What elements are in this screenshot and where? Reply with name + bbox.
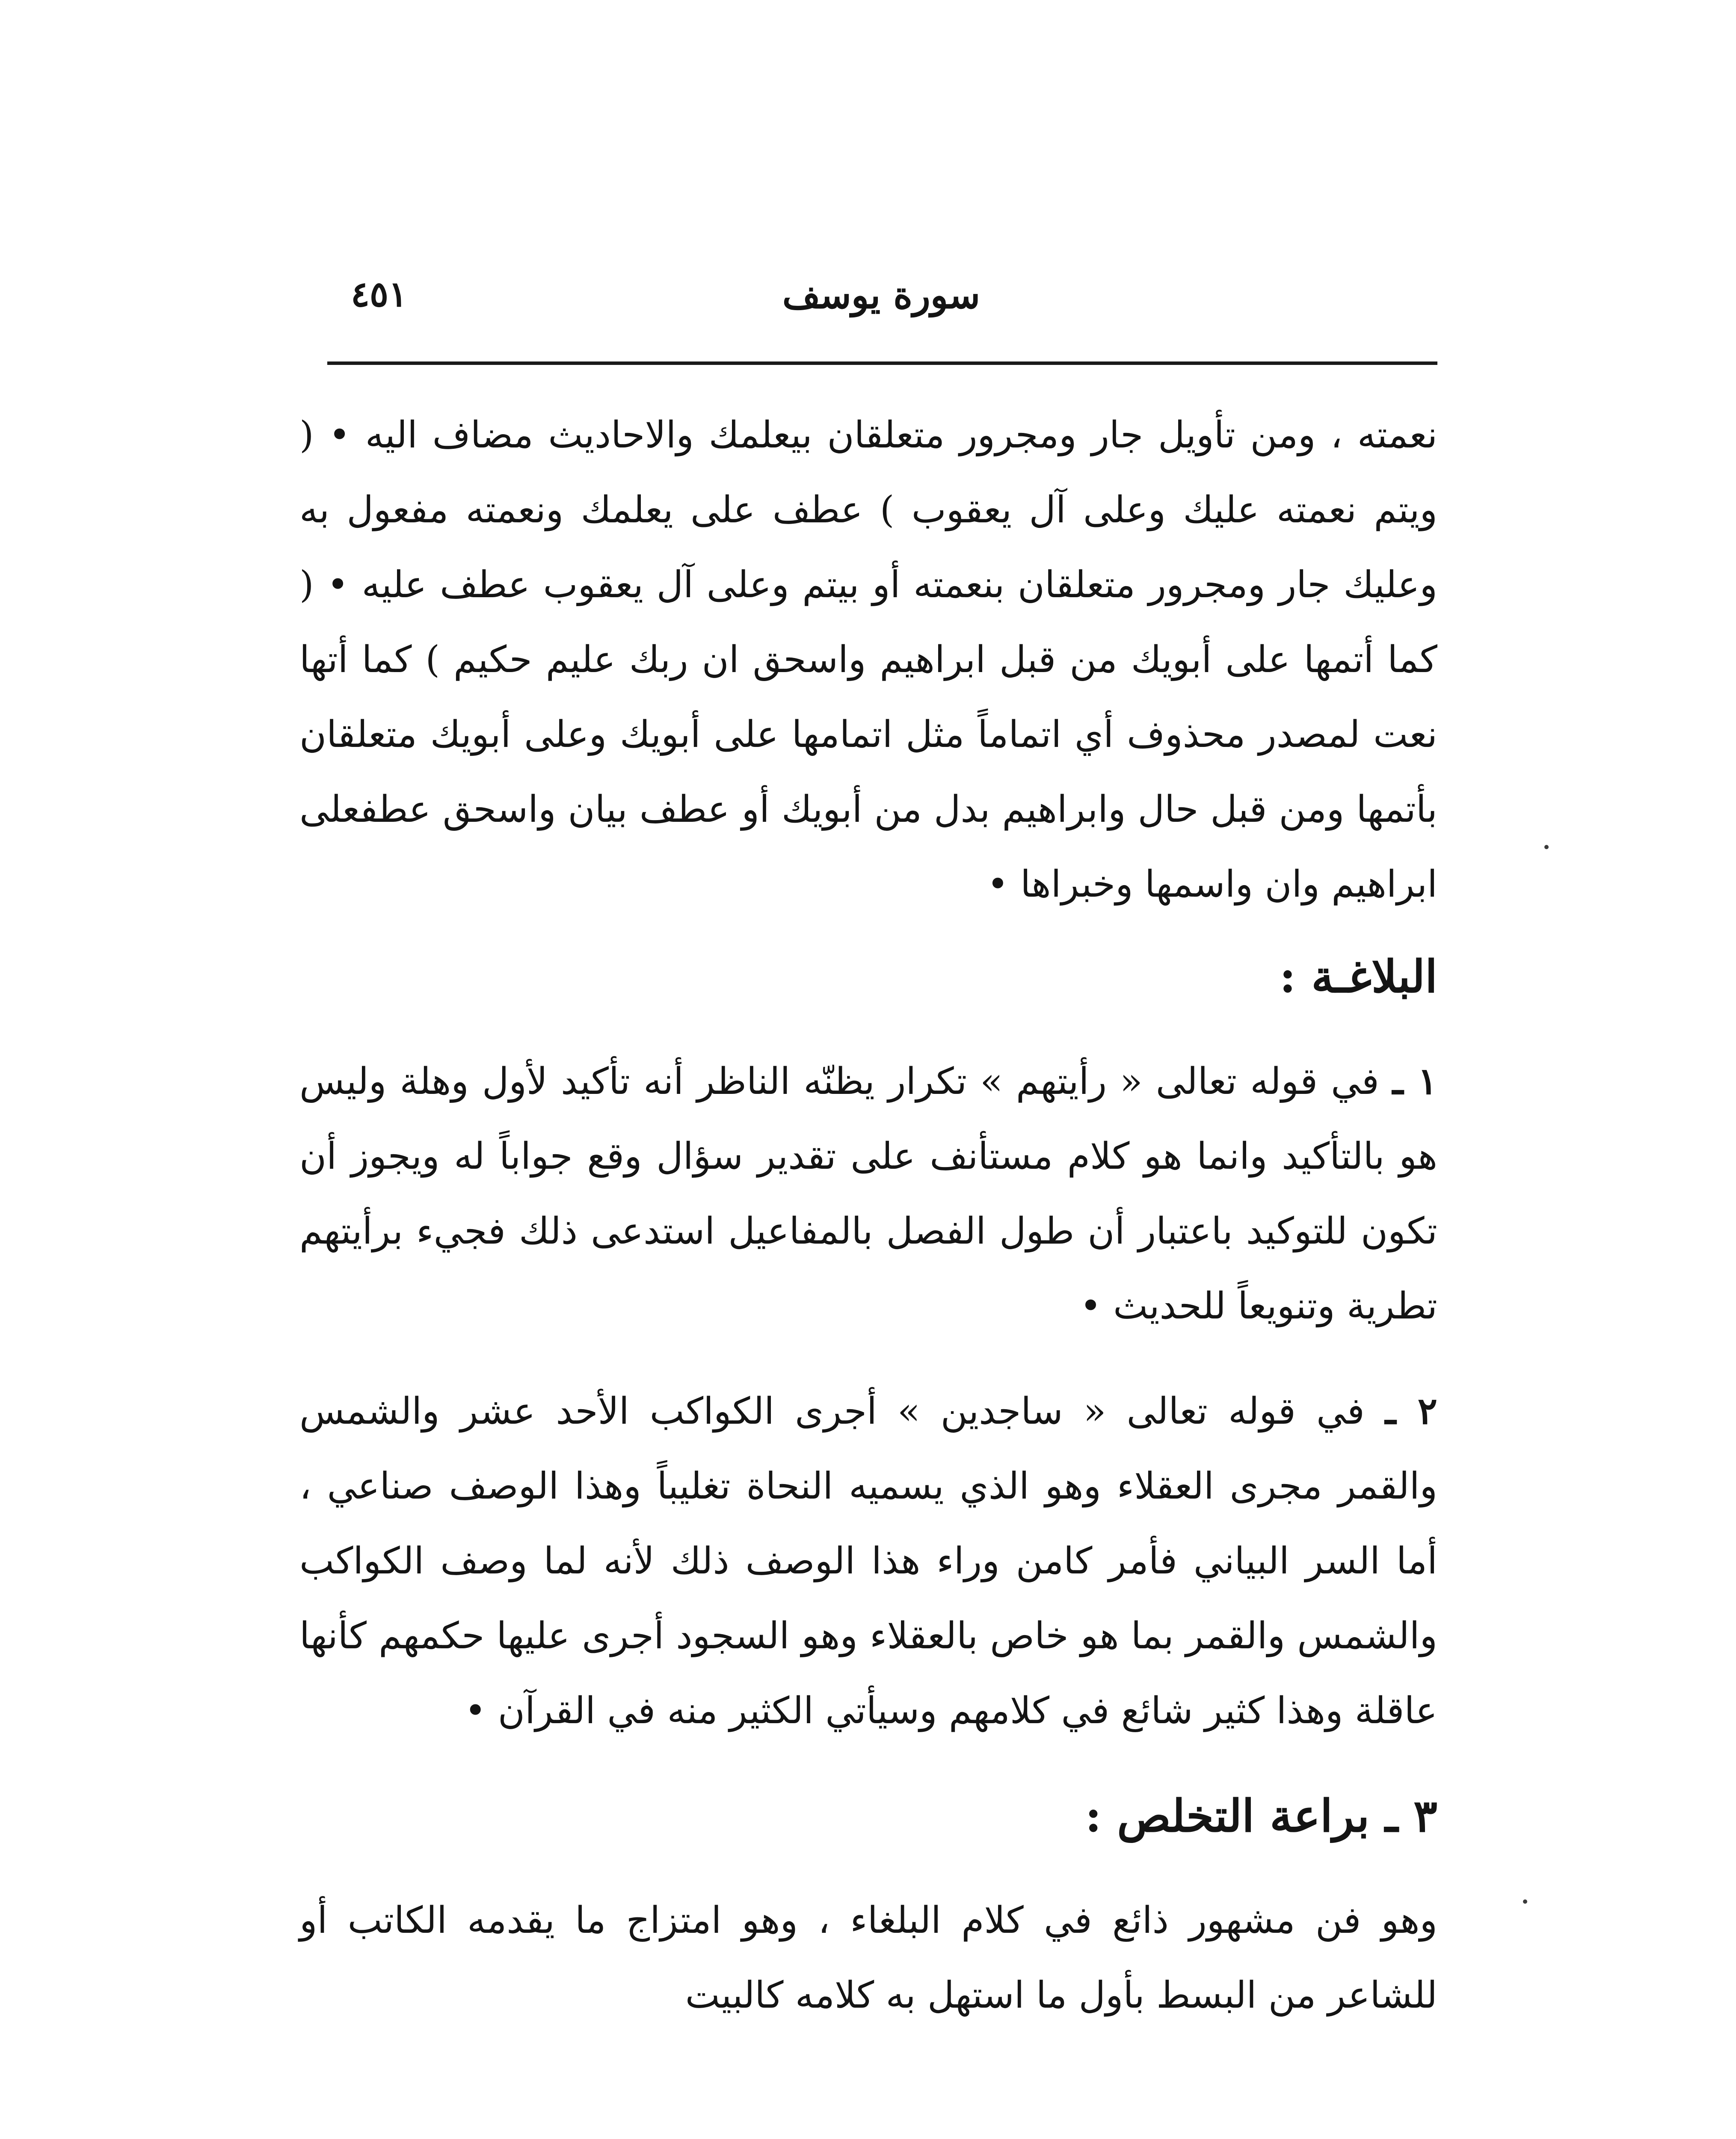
page-body [299,398,1437,2033]
page-number: ٤٥١ [351,274,408,315]
running-title: سورة يوسف [782,274,981,317]
point-1-text: في قوله تعالى « رأيتهم » تكرار يظنّه الناظر أنه تأكيد لأول وهلة وليس هو بالتأكيد وانما هو كلام مستأنف على تقدير سؤال وقع جواباً له ويجوز أن تكون للتوكيد باعتبار أن طول الفصل بالمفاعيل استدعى ذلك فجيء برأيتهم تطرية وتنويعاً للحديث • [299,1060,1437,1327]
intro-paragraph: نعمته ، ومن تأويل جار ومجرور متعلقان بيعلمك والاحاديث مضاف اليه • ( ويتم نعمته عليك وعلى آل يعقوب ) عطف على يعلمك ونعمته مفعول به وعليك جار ومجرور متعلقان بنعمته أو بيتم وعلى آل يعقوب عطف عليه • ( كما أتمها على أبويك من قبل ابراهيم واسحق ان ربك عليم حكيم ) كما أتها نعت لمصدر محذوف أي اتماماً مثل اتمامها على أبويك وعلى أبويك متعلقان بأتمها ومن قبل حال وابراهيم بدل من أبويك أو عطف بيان واسحق عطفعلى ابراهيم وان واسمها وخبراها • [299,414,1437,906]
scan-speck [1523,1899,1527,1904]
paragraph-gap [299,1344,1437,1374]
point-2-number: ٢ ـ [1385,1389,1437,1433]
balagha-heading: البلاغـة : [1279,950,1437,1003]
scan-speck [1544,845,1549,849]
balagha-point-2 [299,1374,1437,1748]
point-1-number: ١ ـ [1392,1060,1437,1103]
header-rule [327,361,1437,365]
balagha-point-1 [299,1044,1437,1344]
point-2-text: في قوله تعالى « ساجدين » أجرى الكواكب الأحد عشر والشمس والقمر مجرى العقلاء وهو الذي يسميه النحاة تغليباً وهذا الوصف صناعي ، أما السر البياني فأمر كامن وراء هذا الوصف ذلك لأنه لما وصف الكواكب والشمس والقمر بما هو خاص بالعقلاء وهو السجود أجرى عليها حكمهم كأنها عاقلة وهذا كثير شائع في كلامهم وسيأتي الكثير منه في القرآن • [299,1390,1437,1732]
section-3-heading: ٣ ـ براعة التخلص : [1085,1789,1437,1842]
section-3-paragraph: وهو فن مشهور ذائع في كلام البلغاء ، وهو امتزاج ما يقدمه الكاتب أو للشاعر من البسط بأول ما استهل به كلامه كالبيت [299,1899,1437,2017]
page-header [325,265,1437,342]
